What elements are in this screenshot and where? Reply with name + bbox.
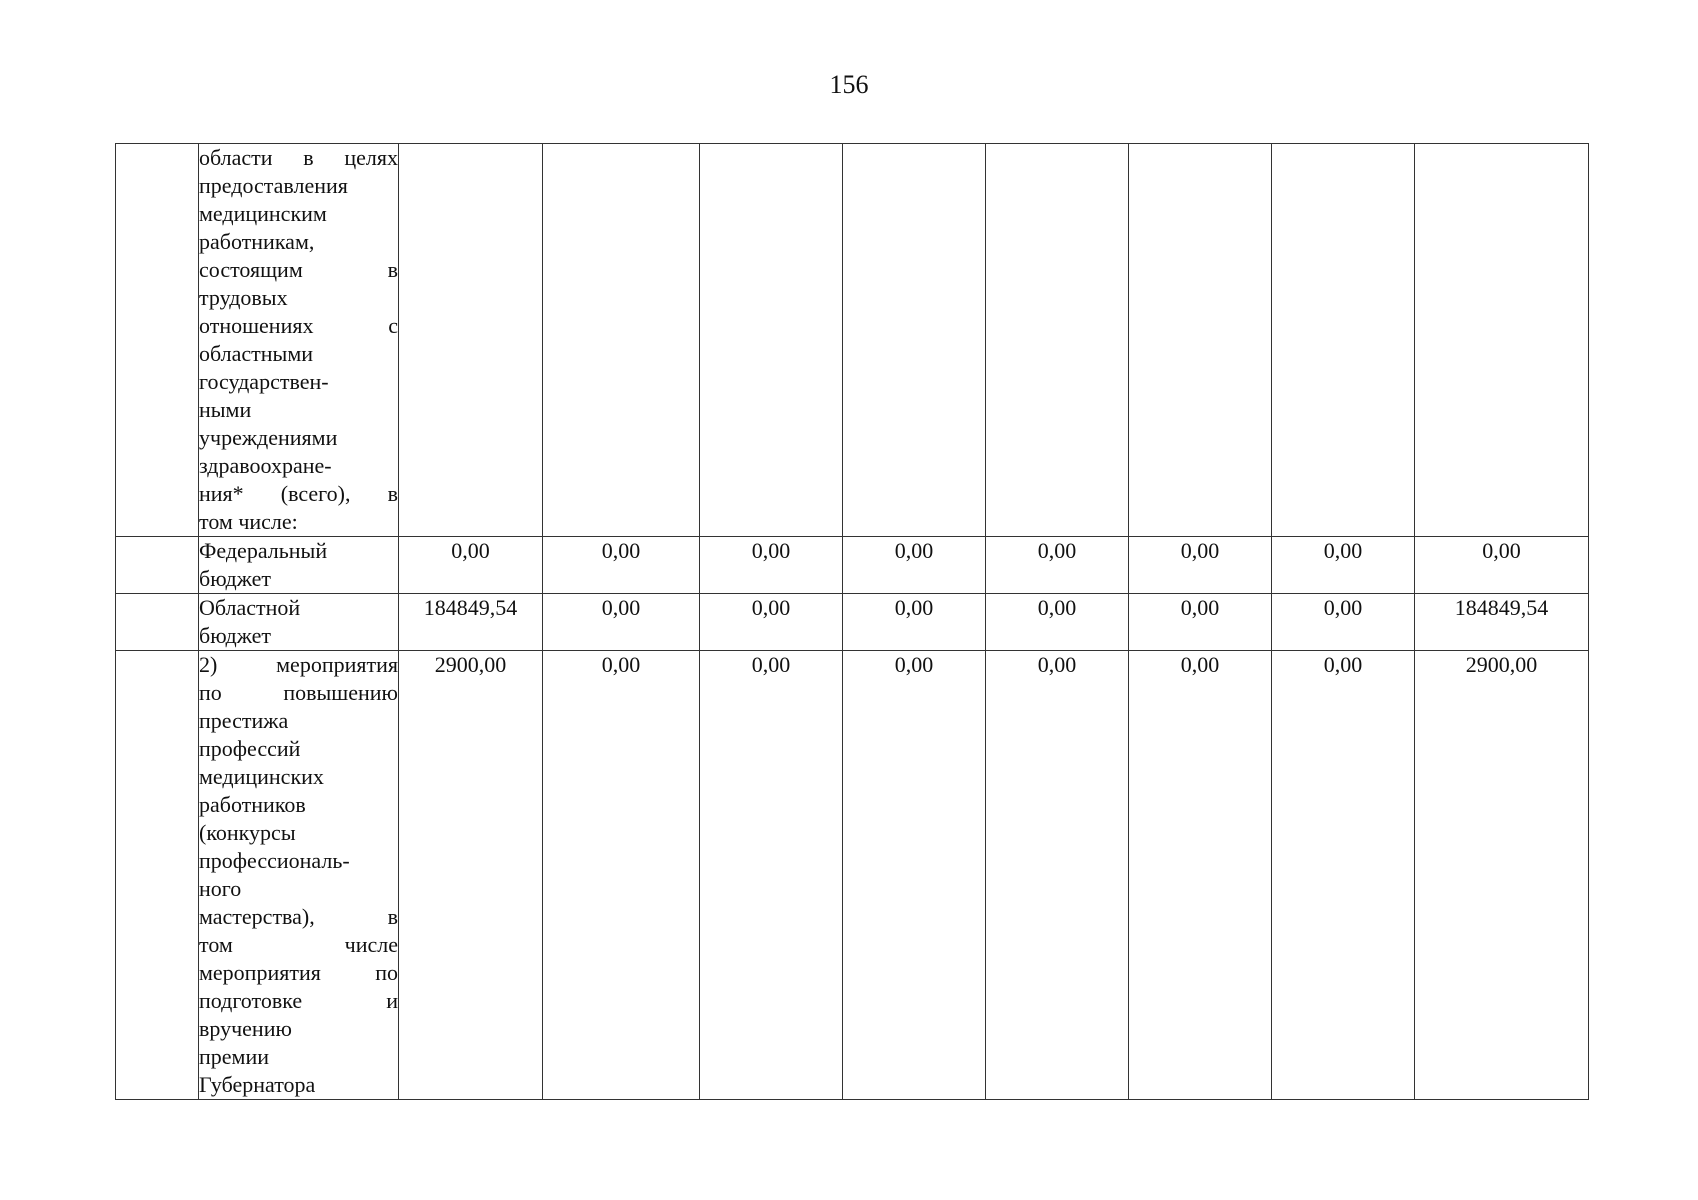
description-line: медицинским [199, 201, 327, 226]
value-cell: 0,00 [843, 651, 986, 1100]
description-line: предоставления [199, 173, 348, 198]
row-index-cell [116, 144, 199, 537]
value-cell: 184849,54 [399, 594, 543, 651]
value-cell: 2900,00 [399, 651, 543, 1100]
value-cell: 0,00 [1272, 537, 1415, 594]
description-line: Губернатора [199, 1072, 316, 1097]
description-line: подготовке и [199, 988, 398, 1013]
description-cell [199, 144, 399, 537]
row-index-cell [116, 594, 199, 651]
table-row [116, 144, 1589, 537]
description-text [199, 594, 398, 650]
value-cell: 2900,00 [1415, 651, 1589, 1100]
value-cell [986, 144, 1129, 537]
description-line: состоящим в [199, 257, 398, 282]
value-cell: 0,00 [543, 537, 700, 594]
description-line: Федеральный [199, 538, 328, 563]
description-line: мероприятия по [199, 960, 398, 985]
description-line: трудовых [199, 285, 288, 310]
row-index-cell [116, 651, 199, 1100]
description-line: по повышению [199, 680, 398, 705]
description-line: учреждениями [199, 425, 338, 450]
table-body [116, 144, 1589, 1100]
description-text [199, 651, 398, 1099]
description-text [199, 537, 398, 593]
description-line: Областной [199, 595, 301, 620]
budget-table [115, 143, 1589, 1100]
value-cell [1129, 144, 1272, 537]
value-cell [843, 144, 986, 537]
description-line: ния* (всего), в [199, 481, 398, 506]
description-line: ными [199, 397, 252, 422]
value-cell: 0,00 [700, 594, 843, 651]
description-line: (конкурсы [199, 820, 296, 845]
description-line: государствен- [199, 369, 329, 394]
value-cell: 0,00 [1129, 594, 1272, 651]
description-line: 2) мероприятия [199, 652, 398, 677]
description-line: премии [199, 1044, 270, 1069]
table-row [116, 594, 1589, 651]
description-line: том числе [199, 932, 398, 957]
description-line: профессий [199, 736, 301, 761]
value-cell: 0,00 [700, 651, 843, 1100]
value-cell: 0,00 [843, 537, 986, 594]
description-line: работников [199, 792, 306, 817]
value-cell: 0,00 [543, 651, 700, 1100]
description-line: областными [199, 341, 314, 366]
description-line: здравоохране- [199, 453, 332, 478]
value-cell: 0,00 [986, 651, 1129, 1100]
value-cell: 0,00 [399, 537, 543, 594]
value-cell [1272, 144, 1415, 537]
value-cell [1415, 144, 1589, 537]
description-line: престижа [199, 708, 289, 733]
description-line: профессиональ- [199, 848, 350, 873]
value-cell: 0,00 [843, 594, 986, 651]
description-line: ного [199, 876, 242, 901]
description-line: отношениях с [199, 313, 398, 338]
description-line: мастерства), в [199, 904, 398, 929]
value-cell: 0,00 [986, 537, 1129, 594]
value-cell: 0,00 [1272, 594, 1415, 651]
table-row [116, 537, 1589, 594]
description-line: бюджет [199, 623, 271, 648]
value-cell: 0,00 [1272, 651, 1415, 1100]
description-cell [199, 594, 399, 651]
description-line: области в целях [199, 145, 398, 170]
value-cell: 0,00 [1415, 537, 1589, 594]
description-line: том числе: [199, 509, 298, 534]
description-line: бюджет [199, 566, 271, 591]
table-row [116, 651, 1589, 1100]
value-cell: 0,00 [1129, 651, 1272, 1100]
value-cell [700, 144, 843, 537]
description-cell [199, 651, 399, 1100]
page-number: 156 [829, 70, 869, 99]
description-line: медицинских [199, 764, 324, 789]
value-cell: 0,00 [543, 594, 700, 651]
description-line: вручению [199, 1016, 292, 1041]
description-text [199, 144, 398, 536]
value-cell: 0,00 [1129, 537, 1272, 594]
description-cell [199, 537, 399, 594]
description-line: работникам, [199, 229, 315, 254]
value-cell: 0,00 [986, 594, 1129, 651]
value-cell: 184849,54 [1415, 594, 1589, 651]
value-cell [543, 144, 700, 537]
value-cell [399, 144, 543, 537]
row-index-cell [116, 537, 199, 594]
value-cell: 0,00 [700, 537, 843, 594]
